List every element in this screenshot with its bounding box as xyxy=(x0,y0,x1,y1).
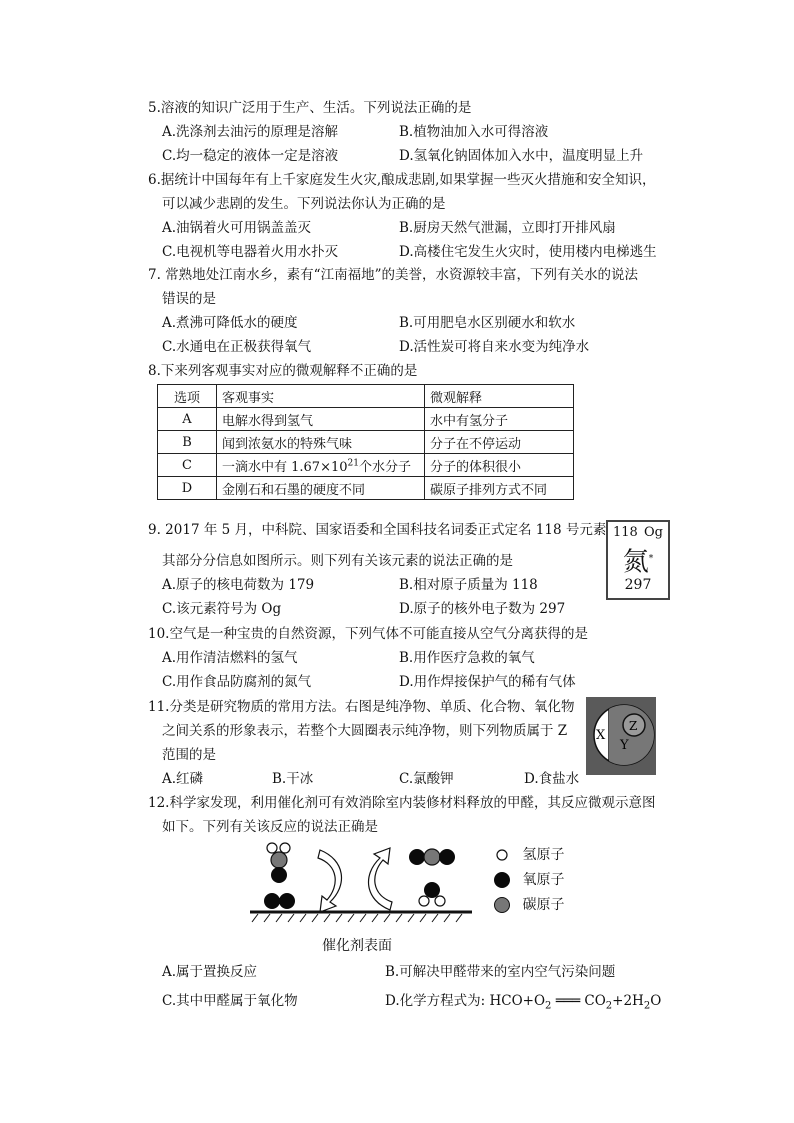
fact-exponent: 21 xyxy=(347,458,359,469)
legend-label-hydrogen: 氢原子 xyxy=(522,847,565,863)
equation-part: +2H xyxy=(612,993,644,1009)
q6-option-b: B.厨房天然气泄漏，立即打开排风扇 xyxy=(399,220,616,236)
q12-option-b: B.可解决甲醛带来的室内空气污染问题 xyxy=(385,964,616,980)
q11-option-b: B.干冰 xyxy=(272,771,314,787)
q11-option-a: A.红磷 xyxy=(162,771,204,787)
oxygen-atom-icon xyxy=(494,871,510,889)
element-mark: * xyxy=(648,554,654,564)
equation-part: O xyxy=(650,993,662,1009)
row-option: B xyxy=(158,431,217,454)
element-card xyxy=(606,520,670,600)
table-row xyxy=(158,408,574,431)
q7-option-d: D.活性炭可将自来水变为纯净水 xyxy=(399,339,590,355)
element-name xyxy=(608,544,668,578)
row-explain: 分子的体积很小 xyxy=(425,454,574,477)
header-fact: 客观事实 xyxy=(217,385,425,408)
hydrogen-atom-icon xyxy=(494,847,510,863)
q11-stem-line1: 11.分类是研究物质的常用方法。右图是纯净物、单质、化合物、氧化物 xyxy=(148,699,575,715)
q12-stem-line2: 如下。下列有关该反应的说法正确是 xyxy=(162,819,378,835)
row-fact: 电解水得到氢气 xyxy=(217,408,425,431)
table-row xyxy=(158,431,574,454)
q5-option-b: B.植物油加入水可得溶液 xyxy=(399,124,549,140)
q8-table xyxy=(157,384,574,500)
legend-label-carbon: 碳原子 xyxy=(522,897,565,913)
q5-option-a: A.洗涤剂去油污的原理是溶解 xyxy=(162,124,339,140)
equation-part: ═══ CO xyxy=(551,993,606,1009)
equation-subscript: 2 xyxy=(545,1000,552,1012)
q6-stem-line2: 可以减少悲剧的发生。下列说法你认为正确的是 xyxy=(162,196,446,212)
venn-label-z: Z xyxy=(629,719,638,733)
row-explain: 分子在不停运动 xyxy=(425,431,574,454)
fact-text-post: 个水分子 xyxy=(358,459,411,475)
row-fact: 闻到浓氨水的特殊气味 xyxy=(217,431,425,454)
q6-option-d: D.高楼住宅发生火灾时，使用楼内电梯逃生 xyxy=(399,244,657,260)
legend-carbon xyxy=(494,894,564,914)
diagram-caption: 催化剂表面 xyxy=(322,938,392,954)
q11-option-d: D.食盐水 xyxy=(524,771,580,787)
row-fact xyxy=(217,454,425,477)
q5-option-d: D.氢氧化钠固体加入水中，温度明显上升 xyxy=(399,148,644,164)
q7-option-a: A.煮沸可降低水的硬度 xyxy=(162,315,298,331)
legend-hydrogen xyxy=(494,844,564,864)
legend-label-oxygen: 氧原子 xyxy=(522,872,565,888)
q7-option-b: B.可用肥皂水区别硬水和软水 xyxy=(399,315,576,331)
legend-oxygen xyxy=(494,869,564,889)
row-option: A xyxy=(158,408,217,431)
q11-stem-line2: 之间关系的形象表示，若整个大圆圈表示纯净物，则下列物质属于 Z xyxy=(162,723,568,739)
q9-option-d: D.原子的核外电子数为 297 xyxy=(399,601,566,617)
equation-subscript: 2 xyxy=(643,1000,651,1012)
q9-option-a: A.原子的核电荷数为 179 xyxy=(162,577,315,593)
q10-option-d: D.用作焊接保护气的稀有气体 xyxy=(399,674,576,690)
element-name-text: 氮 xyxy=(622,547,649,578)
carbon-atom-icon xyxy=(494,896,510,914)
venn-svg xyxy=(586,697,656,775)
equation-subscript: 2 xyxy=(605,1000,613,1012)
q7-option-c: C.水通电在正极获得氧气 xyxy=(162,339,312,355)
venn-label-x: X xyxy=(596,728,606,743)
q12-option-d xyxy=(385,991,661,1017)
q9-option-c: C.该元素符号为 Og xyxy=(162,601,282,617)
q12-option-c: C.其中甲醛属于氧化物 xyxy=(162,993,298,1009)
row-fact: 金刚石和石墨的硬度不同 xyxy=(217,477,425,500)
q7-stem-line2: 错误的是 xyxy=(162,291,216,307)
q11-option-c: C.氯酸钾 xyxy=(399,771,454,787)
q12-stem-line1: 12.科学家发现，利用催化剂可有效消除室内装修材料释放的甲醛，其反应微观示意图 xyxy=(148,795,656,811)
reaction-svg xyxy=(250,840,480,930)
row-option: C xyxy=(158,454,217,477)
element-symbol: Og xyxy=(644,525,663,540)
venn-label-y: Y xyxy=(620,738,629,753)
element-mass: 297 xyxy=(624,577,652,593)
q9-stem-line1: 9. 2017 年 5 月，中科院、国家语委和全国科技名词委正式定名 118 号元素 xyxy=(148,522,607,538)
classification-diagram xyxy=(586,697,656,775)
q12-option-a: A.属于置换反应 xyxy=(162,964,258,980)
q5-option-c: C.均一稳定的液体一定是溶液 xyxy=(162,148,339,164)
table-row xyxy=(158,454,574,477)
q10-option-b: B.用作医疗急救的氧气 xyxy=(399,650,535,666)
row-explain: 水中有氢分子 xyxy=(425,408,574,431)
row-option: D xyxy=(158,477,217,500)
header-explain: 微观解释 xyxy=(425,385,574,408)
q9-option-b: B.相对原子质量为 118 xyxy=(399,577,538,593)
q7-stem-line1: 7. 常熟地处江南水乡，素有“江南福地”的美誉，水资源较丰富，下列有关水的说法 xyxy=(148,267,638,283)
header-option: 选项 xyxy=(158,385,217,408)
q6-option-a: A.油锅着火可用锅盖盖灭 xyxy=(162,220,312,236)
q11-stem-line3: 范围的是 xyxy=(162,747,216,763)
q6-option-c: C.电视机等电器着火用水扑灭 xyxy=(162,244,339,260)
q6-stem-line1: 6.据统计中国每年有上千家庭发生火灾,酿成悲剧,如果掌握一些灭火措施和安全知识， xyxy=(148,172,656,188)
q10-stem: 10.空气是一种宝贵的自然资源，下列气体不可能直接从空气分离获得的是 xyxy=(148,626,588,642)
element-number: 118 xyxy=(613,525,638,540)
table-header-row xyxy=(158,385,574,408)
table-row xyxy=(158,477,574,500)
reaction-diagram xyxy=(250,840,480,934)
q10-option-c: C.用作食品防腐剂的氮气 xyxy=(162,674,312,690)
q8-stem: 8.下来列客观事实对应的微观解释不正确的是 xyxy=(148,363,418,379)
fact-text-pre: 一滴水中有 1.67×10 xyxy=(222,459,348,475)
equation-part: D.化学方程式为: HCO+O xyxy=(385,993,546,1009)
row-explain: 碳原子排列方式不同 xyxy=(425,477,574,500)
q5-stem: 5.溶液的知识广泛用于生产、生活。下列说法正确的是 xyxy=(148,100,472,116)
q9-stem-line2: 其部分分信息如图所示。则下列有关该元素的说法正确的是 xyxy=(162,553,513,569)
q10-option-a: A.用作清洁燃料的氢气 xyxy=(162,650,298,666)
